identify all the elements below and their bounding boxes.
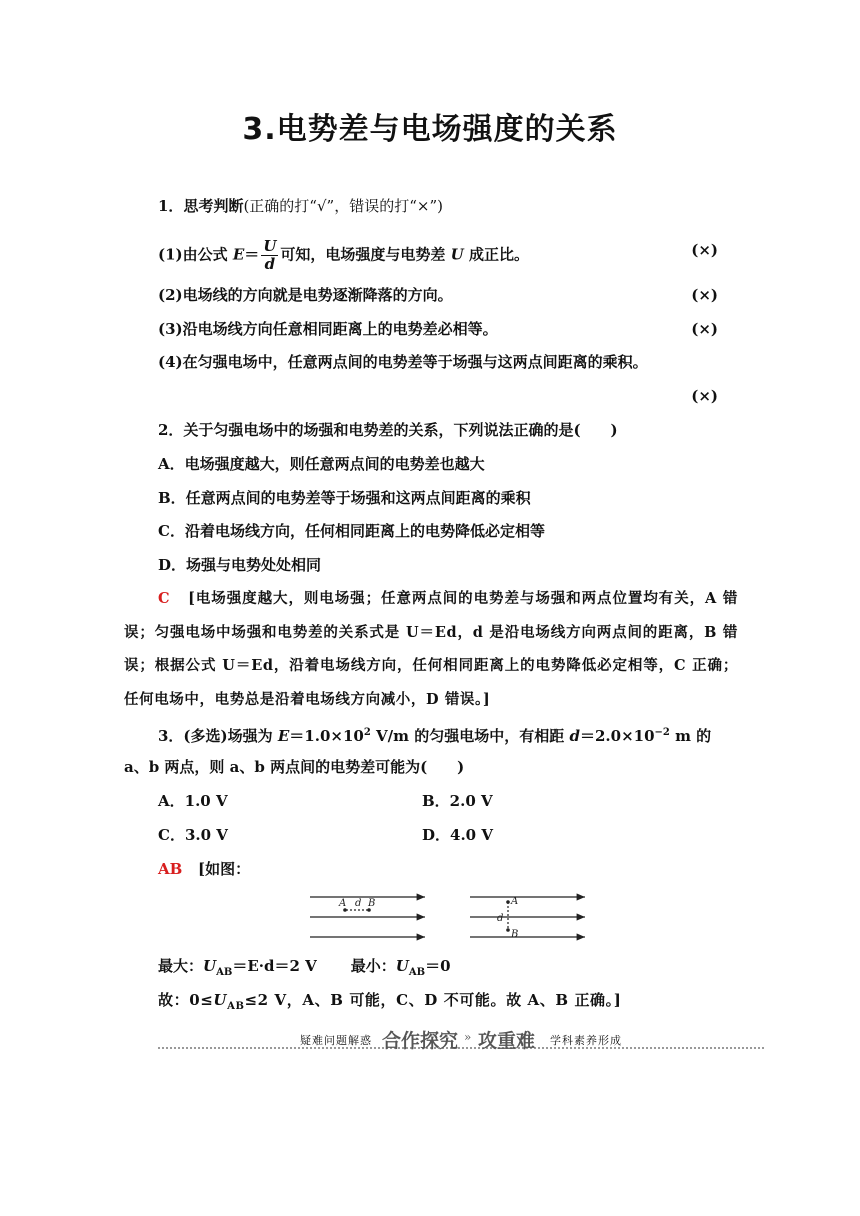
q3-stem-line1: 3．(多选)场强为 $E=1.0\times 10^2$ V/m 的匀强电场中，有相距 $d=2.0\times 10^{-2}$ m 的 <box>158 727 712 745</box>
q3-option-c: C．3.0 V <box>158 826 228 844</box>
q3-answer: AB <box>158 860 183 878</box>
q3-option-d: D．4.0 V <box>422 826 493 844</box>
page-title: 3.电势差与电场强度的关系 <box>242 112 618 147</box>
section-banner <box>158 1026 764 1054</box>
banner-center-a: 合作探究 <box>382 1030 459 1052</box>
q3-answer-line: AB [如图： <box>158 860 251 878</box>
q1-mark-1: (×) <box>691 241 718 259</box>
point-a <box>506 900 510 904</box>
fraction-u-over-d: $\frac{U}{d}$ <box>263 237 277 273</box>
q1-mark-2: (×) <box>691 286 718 304</box>
q3-conclusion: 故：$0\le U_{AB}\le 2$ V，A、B 可能，C、D 不可能。故 A、B 正确。] <box>158 991 622 1012</box>
label-b: B <box>511 929 519 940</box>
q1-mark-4: (×) <box>691 387 718 405</box>
label-b: B <box>368 898 376 909</box>
q2-stem: 2．关于匀强电场中的场强和电势差的关系，下列说法正确的是( ) <box>158 421 618 439</box>
label-d: d <box>355 898 362 909</box>
label-a: A <box>339 898 347 909</box>
q2-option-d: D．场强与电势处处相同 <box>158 556 322 574</box>
q3-option-b: B．2.0 V <box>422 792 493 810</box>
banner-left: 疑难问题解惑 <box>300 1034 372 1047</box>
q3-max-min: 最大：$U_{AB}=E\cdot d=2$ V 最小：$U_{AB}=0$ <box>158 957 451 978</box>
q2-option-c: C．沿着电场线方向，任何相同距离上的电势降低必定相等 <box>158 522 545 540</box>
banner-center-b: 攻重难 <box>478 1030 536 1052</box>
point-b <box>506 928 510 932</box>
q1-item-3: (3)沿电场线方向任意相同距离上的电势差必相等。 <box>158 320 498 338</box>
label-d: d <box>497 913 504 924</box>
q2-explanation: C [电场强度越大，则电场强；任意两点间的电势差与场强和两点位置均有关，A 错误；匀强电场中场强和电势差的关系式是 U＝Ed，d 是沿电场线方向两点间的距离，B 错误；根据公式 U＝Ed，沿着电场线方向，任何相同距离上的电势降低必定相等，C 正确；任何电场中，电势总是沿着电场线方向减小，D 错误。] <box>124 590 738 708</box>
q1-item-4: (4)在匀强电场中，任意两点间的电势差等于场强与这两点间距离的乘积。 <box>158 353 648 371</box>
dotted-divider <box>158 1047 764 1049</box>
q2-answer: C <box>158 590 171 607</box>
banner-arrow-icon: » <box>464 1030 472 1044</box>
q1-heading: 1．思考判断(正确的打“√”，错误的打“×”) <box>158 197 443 215</box>
q1-item-1: (1)由公式 E＝ $\frac{U}{d}$ 可知，电场强度与电势差 U 成正比。 <box>158 237 529 273</box>
q2-option-a: A．电场强度越大，则任意两点间的电势差也越大 <box>158 455 485 473</box>
banner-right: 学科素养形成 <box>550 1034 622 1047</box>
q2-option-b: B．任意两点间的电势差等于场强和这两点间距离的乘积 <box>158 489 531 507</box>
q1-mark-3: (×) <box>691 320 718 338</box>
field-diagram <box>300 890 600 948</box>
label-a: A <box>511 896 519 907</box>
q1-item-2: (2)电场线的方向就是电势逐渐降落的方向。 <box>158 286 453 304</box>
q3-option-a: A．1.0 V <box>158 792 228 810</box>
q3-stem-line2: a、b 两点，则 a、b 两点间的电势差可能为( ) <box>124 758 465 776</box>
